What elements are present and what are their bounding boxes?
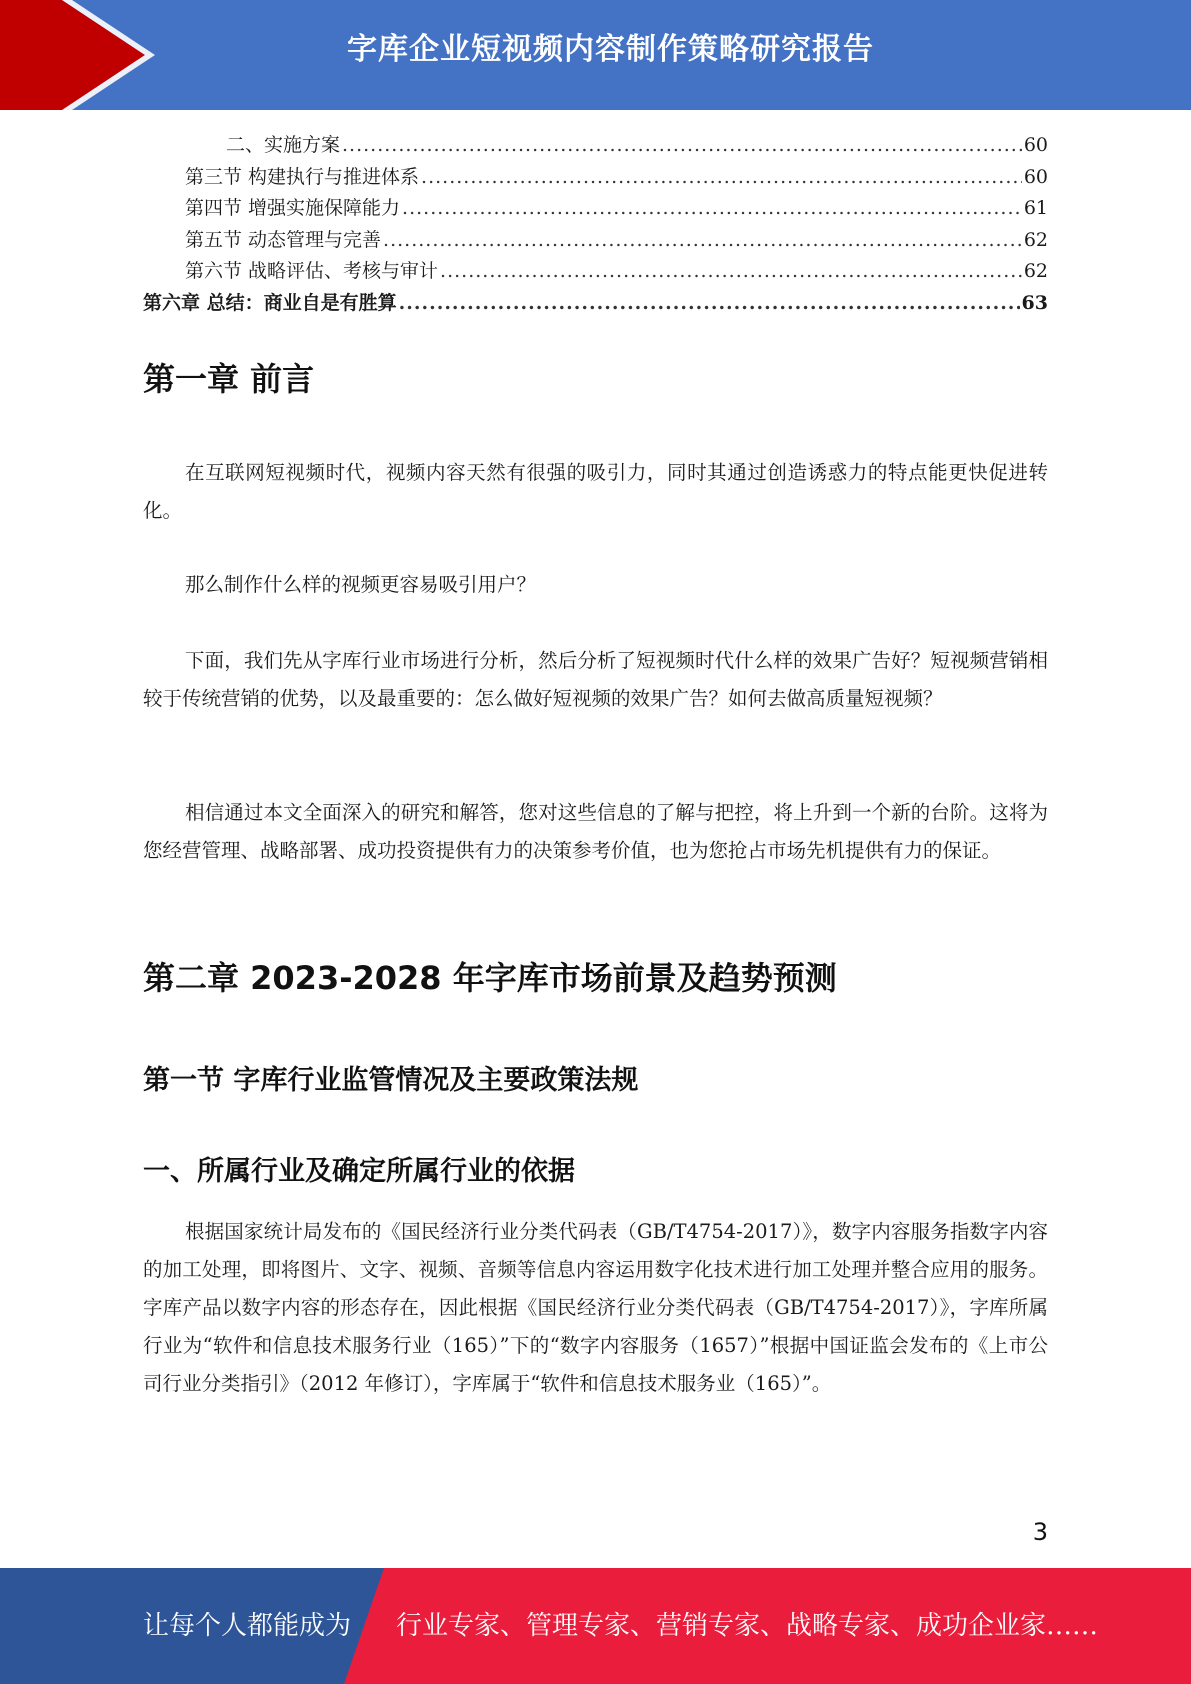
toc-entry-label: 第六节 战略评估、考核与审计 (185, 260, 439, 282)
toc-leader-dots (383, 225, 1022, 257)
chapter-1-paragraph-3: 下面，我们先从字库行业市场进行分析，然后分析了短视频时代什么样的效果广告好？短视频营销相较于传统营销的优势，以及最重要的：怎么做好短视频的效果广告？如何去做高质量短视频？ (143, 649, 1048, 710)
footer-slogan-left: 让每个人都能成为 (143, 1611, 352, 1641)
chapter-2-heading: 第二章 2023-2028 年字库市场前景及趋势预测 (143, 959, 837, 997)
toc-entry[interactable] (143, 162, 1048, 194)
toc-leader-dots (421, 162, 1022, 194)
toc-entry[interactable] (143, 256, 1048, 288)
toc-entry-label: 第四节 增强实施保障能力 (185, 197, 401, 219)
toc-entry-chapter[interactable] (143, 288, 1048, 320)
subsection-1-paragraph: 根据国家统计局发布的《国民经济行业分类代码表（GB/T4754-2017）》，数字内容服务指数字内容的加工处理，即将图片、文字、视频、音频等信息内容运用数字化技术进行加工处理并整合应用的服务。字库产品以数字内容的形态存在，因此根据《国民经济行业分类代码表（GB/T4754-2017）》，字库所属行业为“软件和信息技术服务行业（165）”下的“数字内容服务（1657）”根据中国证监会发布的《上市公司行业分类指引》（2012 年修订），字库属于“软件和信息技术服务业（165）”。 (143, 1220, 1048, 1395)
toc-entry-page: 60 (1023, 134, 1048, 156)
chapter-1-paragraph-2: 那么制作什么样的视频更容易吸引用户？ (185, 573, 537, 596)
table-of-contents (143, 130, 1048, 319)
toc-entry[interactable] (143, 193, 1048, 225)
toc-entry[interactable] (143, 130, 1048, 162)
section-1-heading: 第一节 字库行业监管情况及主要政策法规 (143, 1065, 639, 1096)
chapter-1-paragraph-1: 在互联网短视频时代，视频内容天然有很强的吸引力，同时其通过创造诱惑力的特点能更快促进转化。 (143, 461, 1048, 522)
toc-leader-dots (440, 256, 1022, 288)
toc-entry-label: 第三节 构建执行与推进体系 (185, 165, 420, 188)
toc-leader-dots (402, 193, 1022, 225)
toc-entry-page: 62 (1023, 228, 1048, 251)
toc-entry-label: 第六章 总结：商业自是有胜算 (143, 291, 397, 314)
header-band (0, 0, 1191, 110)
page-number: 3 (1032, 1518, 1048, 1546)
toc-entry[interactable] (143, 225, 1048, 257)
subsection-1-heading: 一、所属行业及确定所属行业的依据 (143, 1156, 575, 1187)
toc-entry-page: 61 (1023, 197, 1048, 219)
chapter-1-paragraph-4: 相信通过本文全面深入的研究和解答，您对这些信息的了解与把控，将上升到一个新的台阶。这将为您经营管理、战略部署、成功投资提供有力的决策参考价值，也为您抢占市场先机提供有力的保证。 (143, 801, 1048, 862)
toc-leader-dots (399, 288, 1020, 320)
toc-entry-label: 第五节 动态管理与完善 (185, 228, 382, 251)
footer-slogan-right: 行业专家、管理专家、营销专家、战略专家、成功企业家…… (396, 1611, 1099, 1641)
report-title: 字库企业短视频内容制作策略研究报告 (347, 32, 874, 67)
toc-leader-dots (342, 130, 1022, 162)
toc-entry-label: 二、实施方案 (226, 134, 341, 156)
footer-band (0, 1568, 1191, 1684)
toc-entry-page: 62 (1023, 260, 1048, 282)
chapter-1-heading: 第一章 前言 (143, 360, 315, 398)
toc-entry-page: 63 (1021, 291, 1048, 314)
toc-entry-page: 60 (1023, 165, 1048, 188)
